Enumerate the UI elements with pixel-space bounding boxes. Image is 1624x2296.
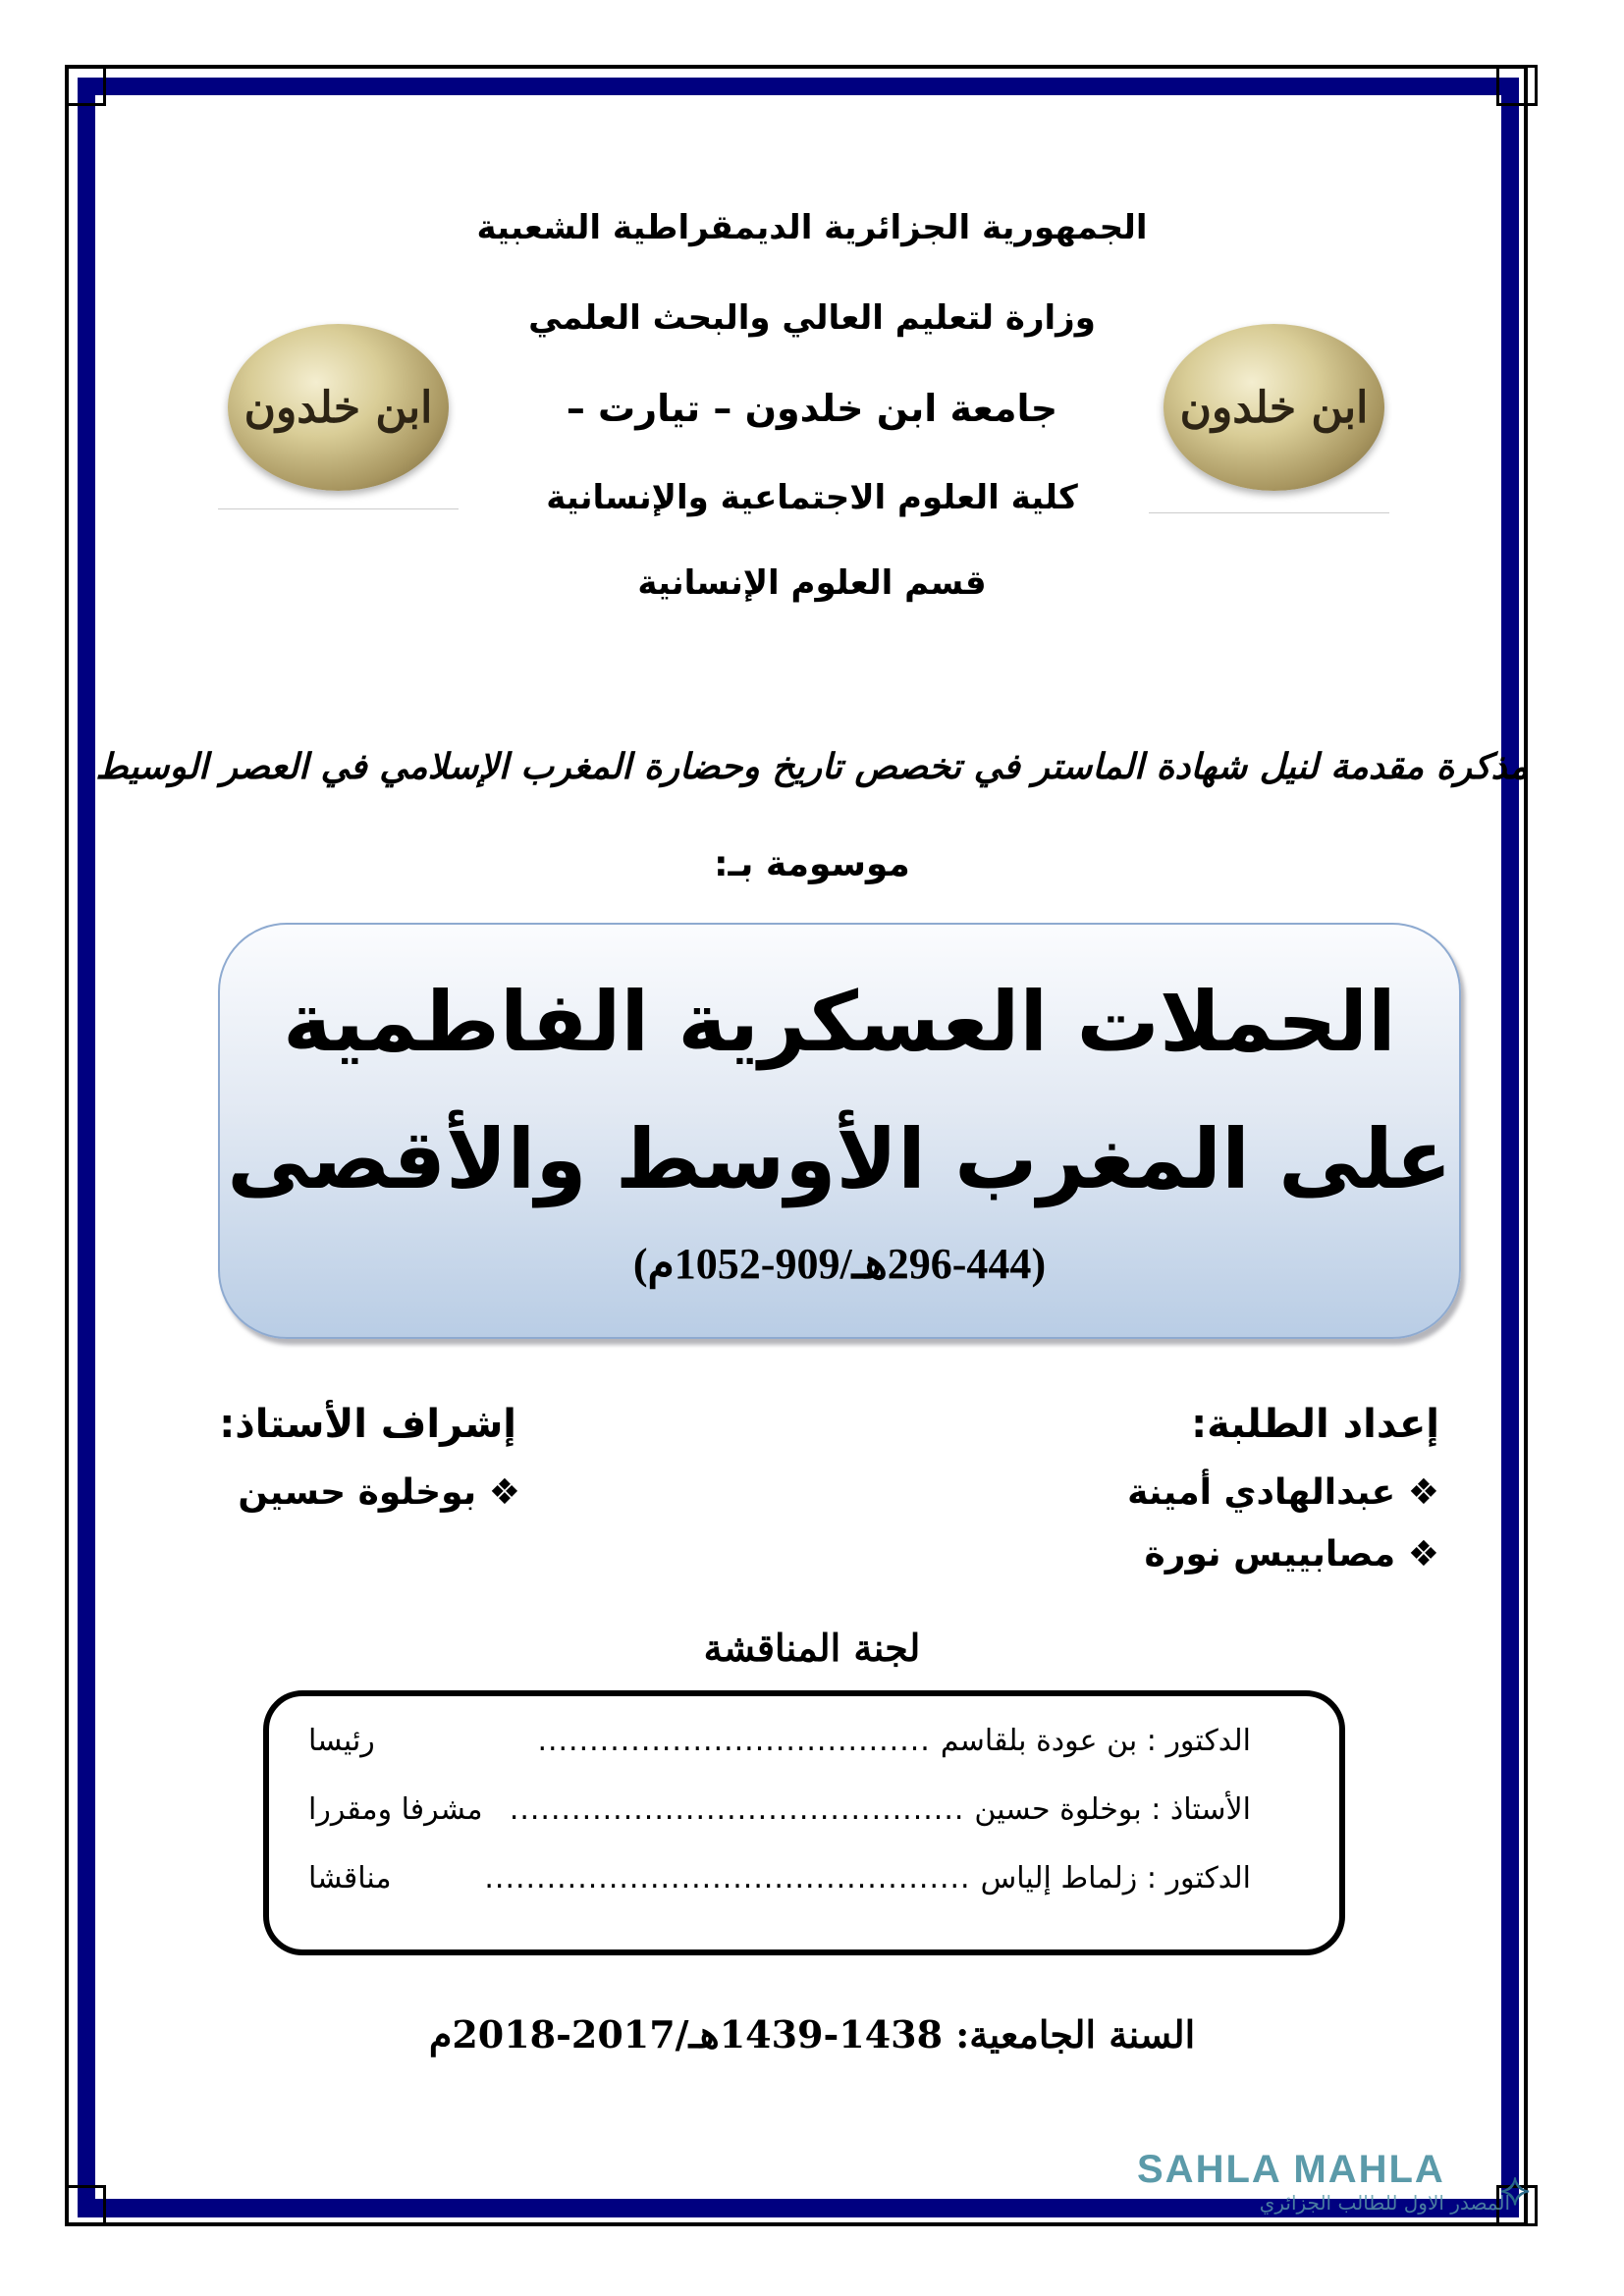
ministry-name: وزارة لتعليم العالي والبحث العلمي: [528, 298, 1096, 338]
committee-heading: لجنة المناقشة: [703, 1626, 921, 1670]
bullet-diamond-icon: ❖: [1407, 1534, 1439, 1575]
committee-member-row: [308, 1724, 1251, 1758]
supervisor-name-text: بوخلوة حسين: [238, 1472, 477, 1513]
blue-frame-top: [78, 78, 1519, 95]
academic-year: السنة الجامعية: 1438-1439هـ/2017-2018م: [428, 2012, 1196, 2056]
title-box: [218, 923, 1461, 1339]
member-dots: ......................................: [537, 1724, 931, 1758]
university-name: جامعة ابن خلدون – تيارت –: [566, 387, 1058, 430]
bullet-diamond-icon: ❖: [1407, 1472, 1439, 1513]
title-line-1: الحملات العسكرية الفاطمية: [283, 974, 1396, 1070]
committee-member-row: [308, 1792, 1251, 1827]
department-name: قسم العلوم الإنسانية: [637, 563, 987, 603]
member-name: الدكتور : زلماط إلياس: [980, 1861, 1251, 1896]
member-role: مناقشا: [308, 1861, 392, 1896]
supervisor-name: [238, 1472, 520, 1513]
students-heading: إعداد الطلبة:: [1191, 1402, 1439, 1447]
watermark-brand: SAHLA MAHLA: [1137, 2148, 1445, 2191]
member-role: رئيسا: [308, 1724, 375, 1758]
title-line-2: على المغرب الأوسط والأقصى: [227, 1111, 1452, 1207]
watermark-tagline: المصدر الاول للطالب الجزائري: [1259, 2191, 1510, 2215]
supervisor-heading: إشراف الأستاذ:: [219, 1402, 516, 1447]
member-dots: ............................................: [509, 1792, 965, 1827]
faculty-name: كلية العلوم الاجتماعية والإنسانية: [546, 478, 1078, 517]
corner-knot-tr: [1496, 65, 1538, 106]
corner-knot-bl: [65, 2185, 106, 2226]
bullet-diamond-icon: ❖: [488, 1472, 520, 1513]
member-name: الدكتور : بن عودة بلقاسم: [940, 1724, 1251, 1758]
student-name-text: عبدالهادي أمينة: [1127, 1472, 1396, 1513]
thesis-subtitle: مذكرة مقدمة لنيل شهادة الماستر في تخصص تاريخ وحضارة المغرب الإسلامي في العصر الوسيط: [95, 746, 1529, 787]
committee-member-row: [308, 1861, 1251, 1896]
titled-by-label: موسومة بـ:: [714, 844, 910, 884]
committee-box: [263, 1690, 1345, 1955]
corner-knot-tl: [65, 65, 106, 106]
student-name: [1127, 1472, 1439, 1513]
member-name: الأستاذ : بوخلوة حسين: [974, 1792, 1251, 1827]
member-dots: ...............................................: [484, 1861, 971, 1896]
logo-text: ابن خلدون: [244, 382, 433, 433]
title-dates: (296-444هـ/909-1052م): [632, 1240, 1047, 1288]
republic-name: الجمهورية الجزائرية الديمقراطية الشعبية: [476, 208, 1148, 247]
watermark-logo-icon: ⟡: [1499, 2162, 1531, 2216]
student-name: [1144, 1534, 1439, 1575]
logo-text: ابن خلدون: [1179, 382, 1369, 433]
student-name-text: مصابييس نورة: [1144, 1534, 1396, 1575]
member-role: مشرفا ومقررا: [308, 1792, 483, 1827]
